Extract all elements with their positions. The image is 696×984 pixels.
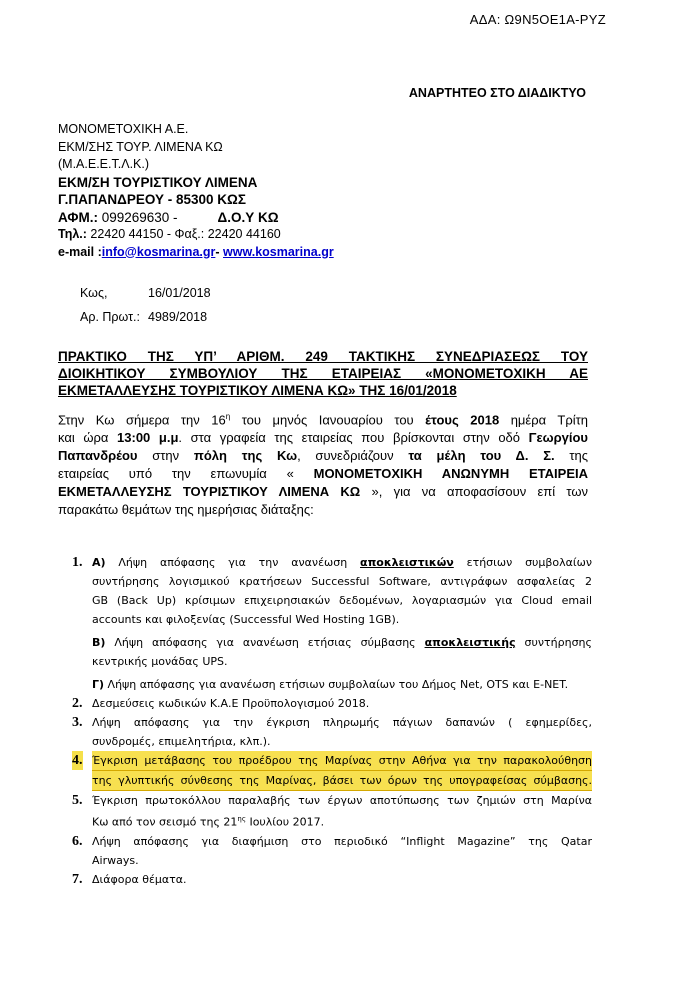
minutes-title	[58, 348, 588, 399]
intro-company: ΜΟΝΟΜΕΤΟΧΙΚΗ ΑΝΩΝΥΜΗ ΕΤΑΙΡΕΙΑ	[313, 466, 588, 482]
item-text: ετήσιων συμβολαίων	[453, 556, 593, 569]
item-line: Έγκριση μετάβασης του προέδρου της Μαρίνας στην Αθήνα για την παρακολούθηση	[92, 751, 592, 771]
protocol-number	[80, 310, 207, 324]
sub-label: Β)	[92, 636, 106, 649]
intro-text: του μηνός Ιανουαρίου του	[230, 412, 426, 428]
agenda-list	[72, 553, 592, 889]
intro-text: εταιρείας υπό την επωνυμία «	[58, 466, 314, 482]
afm-label: ΑΦΜ.:	[58, 209, 98, 225]
intro-text: της	[554, 448, 588, 464]
intro-board: τα μέλη του Δ. Σ.	[408, 448, 555, 464]
item-number: 6.	[72, 833, 83, 849]
intro-text: . στα γραφεία της εταιρείας που βρίσκονται στην οδό	[178, 430, 529, 446]
intro-text: στην	[137, 448, 194, 464]
superscript: η	[225, 412, 231, 421]
company-contact	[58, 244, 618, 262]
item-text: συντήρησης	[515, 636, 592, 649]
title-line: ΠΡΑΚΤΙΚΟ ΤΗΣ ΥΠ’ ΑΡΙΘΜ. 249 ΤΑΚΤΙΚΗΣ ΣΥΝΕΔΡΙΑΣΕΩΣ ΤΟΥ	[58, 349, 588, 364]
item-line: συνδρομές, επιμελητήρια, κλπ.).	[92, 735, 271, 748]
item-number: 4.	[72, 753, 83, 768]
item-line: Λήψη απόφασης για την έγκριση πληρωμής πάγιων δαπανών ( εφημερίδες,	[92, 716, 592, 729]
item-line	[92, 553, 592, 572]
item-line: της γλυπτικής σύνθεσης της Μαρίνας, βάσει των όρων της υπογραφείσας σύμβασης.	[92, 771, 592, 791]
company-letterhead	[58, 121, 618, 261]
protocol-label: Αρ. Πρωτ.:	[80, 310, 140, 324]
sub-label: Α)	[92, 556, 106, 569]
intro-text: , συνεδριάζουν	[297, 448, 409, 464]
website-link[interactable]: www.kosmarina.gr	[223, 244, 334, 259]
document-date	[80, 286, 211, 300]
company-line: ΕΚΜ/ΣΗΣ ΤΟΥΡ. ΛΙΜΕΝΑ ΚΩ	[58, 139, 223, 154]
intro-paragraph	[58, 408, 588, 519]
item-emphasis: αποκλειστικών	[360, 556, 454, 569]
item-line: Δεσμεύσεις κωδικών Κ.Α.Ε Προϋπολογισμού 2018.	[92, 697, 370, 710]
agenda-item	[72, 870, 592, 889]
intro-year: έτους 2018	[425, 412, 500, 428]
intro-text: », για να αποφασίσουν επί των	[360, 484, 588, 500]
item-text: Λήψη απόφασης για την ανανέωση	[105, 556, 361, 569]
intro-city: πόλη της Κω	[193, 448, 298, 464]
intro-line	[58, 465, 588, 483]
intro-text: Στην Κω σήμερα την 16	[58, 412, 226, 428]
item-number: 5.	[72, 793, 83, 808]
intro-text: ημέρα Τρίτη	[499, 412, 588, 428]
item-number: 7.	[72, 871, 83, 887]
intro-street: Παπανδρέου	[58, 448, 138, 464]
item-line: Έγκριση πρωτοκόλλου παραλαβής των έργων αποτύπωσης των ζημιών στη Μαρίνα	[92, 794, 592, 807]
company-line: (Μ.Α.Ε.Ε.Τ.Λ.Κ.)	[58, 157, 150, 171]
sub-label: Γ)	[92, 678, 105, 691]
item-line: συντήρησης λογισμικού κρατήσεων Successful Software, αντιγράφων ασφαλείας 2	[92, 575, 592, 588]
item-line: GB (Back Up) κρίσιμων επιχειρησιακών δεδομένων, λογαριασμών για Cloud email	[92, 594, 592, 607]
agenda-item	[72, 791, 592, 832]
item-number: 3.	[72, 715, 83, 730]
intro-time: 13:00 μ.μ	[117, 430, 179, 446]
publish-notice: ΑΝΑΡΤΗΤΕΟ ΣΤΟ ΔΙΑΔΙΚΤΥΟ	[408, 86, 586, 100]
company-line: ΕΚΜ/ΣΗ ΤΟΥΡΙΣΤΙΚΟΥ ΛΙΜΕΝΑ	[58, 174, 258, 190]
intro-line	[58, 429, 588, 447]
agenda-item-highlighted	[72, 751, 592, 791]
protocol-value: 4989/2018	[148, 310, 208, 324]
item-line: Διάφορα θέματα.	[92, 872, 187, 886]
agenda-item	[72, 553, 592, 694]
intro-text: και ώρα	[58, 430, 118, 446]
link-separator: -	[215, 244, 224, 259]
item-line: Λήψη απόφασης για διαφήμιση στο περιοδικό “Inflight Magazine” της Qatar	[92, 834, 592, 848]
item-line: accounts και φιλοξενίας (Successful Wed Hosting 1GB).	[92, 613, 400, 626]
item-text: Λήψη απόφασης για ανανέωση ετήσιας σύμβασης	[105, 636, 425, 649]
intro-line	[58, 447, 588, 465]
intro-street: Γεωργίου	[528, 430, 588, 446]
ada-code: ΑΔΑ: Ω9Ν5ΟΕ1Α-ΡΥΖ	[469, 12, 606, 27]
agenda-item	[72, 713, 592, 751]
afm-value: 099269630 -	[97, 209, 178, 225]
item-line	[92, 633, 592, 652]
agenda-item	[72, 832, 592, 870]
intro-line	[58, 483, 588, 501]
item-text: Λήψη απόφασης για ανανέωση ετήσιων συμβολαίων του Δήμος Net, OTS και E-NET.	[104, 678, 569, 691]
company-afm	[58, 209, 618, 227]
company-address: Γ.ΠΑΠΑΝΔΡΕΟΥ - 85300 ΚΩΣ	[58, 192, 246, 207]
intro-line	[58, 408, 588, 429]
item-number: 1.	[72, 555, 83, 570]
title-line: ΕΚΜΕΤΑΛΛΕΥΣΗΣ ΤΟΥΡΙΣΤΙΚΟΥ ΛΙΜΕΝΑ ΚΩ» ΤΗΣ 16/01/2018	[58, 383, 457, 398]
company-line: ΜΟΝΟΜΕΤΟΧΙΚΗ Α.Ε.	[58, 122, 189, 136]
item-line: Airways.	[92, 853, 139, 867]
item-text: Κω από τον σεισμό της 21	[92, 815, 238, 829]
email-link[interactable]: info@kosmarina.gr	[101, 244, 216, 259]
agenda-item	[72, 694, 592, 713]
item-line	[92, 675, 592, 694]
date-value: 16/01/2018	[148, 286, 211, 300]
intro-line	[58, 501, 588, 519]
email-label: e-mail :	[58, 244, 102, 259]
tel-value: 22420 44150 - Φαξ.: 22420 44160	[86, 227, 281, 241]
item-line: κεντρικής μονάδας UPS.	[92, 655, 228, 668]
company-phone	[58, 226, 618, 244]
item-line	[92, 810, 592, 832]
intro-text: παρακάτω θεμάτων της ημερήσιας διάταξης:	[58, 502, 314, 518]
superscript: ης	[237, 815, 246, 823]
place-label: Κως,	[80, 286, 108, 300]
title-line: ΔΙΟΙΚΗΤΙΚΟΥ ΣΥΜΒΟΥΛΙΟΥ ΤΗΣ ΕΤΑΙΡΕΙΑΣ «ΜΟΝΟΜΕΤΟΧΙΚΗ ΑΕ	[58, 366, 588, 381]
tel-label: Τηλ.:	[58, 227, 87, 241]
item-text: Ιουλίου 2017.	[245, 815, 325, 829]
item-number: 2.	[72, 696, 83, 711]
doy: Δ.Ο.Υ ΚΩ	[217, 209, 279, 225]
item-emphasis: αποκλειστικής	[424, 636, 516, 649]
intro-company: ΕΚΜΕΤΑΛΛΕΥΣΗΣ ΤΟΥΡΙΣΤΙΚΟΥ ΛΙΜΕΝΑ ΚΩ	[58, 484, 361, 500]
